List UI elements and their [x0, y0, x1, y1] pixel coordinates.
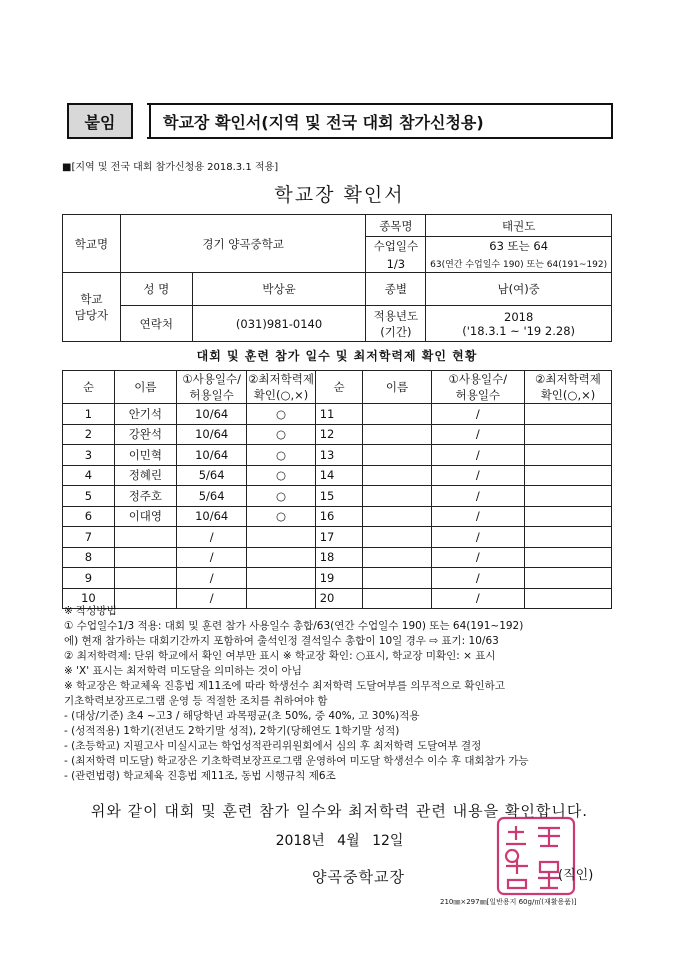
contact-label: 연락처 — [120, 306, 192, 342]
table-row — [63, 486, 612, 507]
row-no: 2 — [63, 424, 115, 445]
col-no-2: 순 — [315, 371, 363, 404]
row-name: 정주호 — [114, 486, 176, 507]
table-row — [63, 568, 612, 589]
table-row — [63, 547, 612, 568]
row-check — [524, 527, 611, 548]
row-name: 이대영 — [114, 506, 176, 527]
row-no: 20 — [315, 588, 363, 609]
row-no: 13 — [315, 445, 363, 466]
row-check — [247, 568, 315, 589]
row-days: / — [431, 547, 524, 568]
staff-label — [63, 273, 121, 342]
col-days-2 — [431, 371, 524, 404]
row-name: 안기석 — [114, 404, 176, 425]
participation-table — [62, 370, 612, 609]
col-no: 순 — [63, 371, 115, 404]
row-days: 10/64 — [176, 506, 246, 527]
row-days: 10/64 — [176, 424, 246, 445]
row-days: / — [176, 527, 246, 548]
row-check — [524, 424, 611, 445]
note-line: - (초등학교) 지필고사 미실시교는 학업성적관리위원회에서 심의 후 최저학력 도달여부 결정 — [64, 740, 482, 752]
staff-label-line1: 학교 — [80, 292, 103, 306]
note-line: ※ 작성방법 — [64, 605, 117, 617]
row-check — [524, 568, 611, 589]
row-check — [247, 527, 315, 548]
row-name — [363, 486, 431, 507]
row-days: 5/64 — [176, 486, 246, 507]
row-no: 11 — [315, 404, 363, 425]
attachment-title: 학교장 확인서(지역 및 전국 대회 참가신청용) — [149, 105, 611, 137]
gender-value: 남(여)중 — [426, 273, 612, 306]
note-line: - (최저학력 미도달) 학교장은 기초학력보장프로그램 운영하여 미도달 학생선수 이수 후 대회참가 가능 — [64, 755, 529, 767]
school-seal-icon — [494, 814, 578, 898]
row-name — [363, 424, 431, 445]
row-name — [363, 527, 431, 548]
note-line: ② 최저학력제: 단위 학교에서 확인 여부만 표시 ※ 학교장 확인: ○표시, 학교장 미확인: × 표시 — [64, 650, 496, 662]
row-name — [363, 568, 431, 589]
row-no: 4 — [63, 465, 115, 486]
attachment-tag: 붙임 — [69, 105, 133, 137]
col-min-2-line2: 확인(○,×) — [540, 388, 596, 402]
name-label: 성 명 — [120, 273, 192, 306]
row-check: ○ — [247, 424, 315, 445]
year-label — [366, 306, 426, 342]
table-row — [63, 465, 612, 486]
contact-value: (031)981-0140 — [192, 306, 366, 342]
row-name — [363, 445, 431, 466]
year-value: 2018 — [504, 309, 534, 324]
row-check: ○ — [247, 404, 315, 425]
col-min-2-line1: ②최저학력제 — [535, 372, 601, 386]
staff-label-line2: 담당자 — [74, 308, 109, 322]
info-table — [62, 214, 612, 342]
row-no: 19 — [315, 568, 363, 589]
table-row — [63, 506, 612, 527]
row-check — [524, 547, 611, 568]
year-cell — [426, 306, 612, 342]
row-check: ○ — [247, 445, 315, 466]
year-label-line1: 적용년도 — [373, 308, 419, 323]
note-line: ① 수업일수1/3 적용: 대회 및 훈련 참가 사용일수 총합/63(연간 수업일수 190) 또는 64(191~192) — [64, 620, 524, 632]
col-min-line1: ②최저학력제 — [248, 372, 314, 386]
row-name: 이민혁 — [114, 445, 176, 466]
row-days: / — [431, 445, 524, 466]
days-detail: 63(연간 수업일수 190) 또는 64(191~192) — [426, 256, 612, 273]
notes — [64, 604, 624, 784]
gender-label: 종별 — [366, 273, 426, 306]
school-name: 경기 양곡중학교 — [120, 215, 366, 273]
name-value: 박상윤 — [192, 273, 366, 306]
row-no: 17 — [315, 527, 363, 548]
school-label: 학교명 — [63, 215, 121, 273]
row-no: 9 — [63, 568, 115, 589]
row-days: / — [431, 568, 524, 589]
note-line: ※ 학교장은 학교체육 진흥법 제11조에 따라 학생선수 최저학력 도달여부를 의무적으로 확인하고 — [64, 680, 505, 692]
col-days-line2: 허용일수 — [189, 388, 234, 402]
col-name-2: 이름 — [363, 371, 431, 404]
row-check: ○ — [247, 465, 315, 486]
note-line: - (대상/기준) 초4 ~고3 / 해당학년 과목평균(초 50%, 중 40%, 고 30%)적용 — [64, 710, 420, 722]
days-label: 수업일수 — [366, 237, 426, 256]
year-period: ('18.3.1 ~ '19 2.28) — [462, 323, 575, 338]
row-days: / — [431, 506, 524, 527]
row-days: / — [431, 486, 524, 507]
row-check — [524, 404, 611, 425]
row-days: / — [431, 588, 524, 609]
col-min-2 — [524, 371, 611, 404]
note-line: - (성적적용) 1학기(전년도 2학기말 성적), 2학기(당해연도 1학기말 성적) — [64, 725, 400, 737]
row-check — [524, 506, 611, 527]
row-check — [524, 465, 611, 486]
row-name — [114, 547, 176, 568]
row-no: 16 — [315, 506, 363, 527]
row-name — [363, 404, 431, 425]
row-no: 5 — [63, 486, 115, 507]
row-days: 5/64 — [176, 465, 246, 486]
row-name — [114, 568, 176, 589]
days-value: 63 또는 64 — [426, 237, 612, 256]
row-days: / — [431, 404, 524, 425]
row-name — [363, 506, 431, 527]
col-min — [247, 371, 315, 404]
year-label-line2: (기간) — [380, 324, 412, 339]
row-name: 정혜린 — [114, 465, 176, 486]
row-check: ○ — [247, 486, 315, 507]
col-days-2-line2: 허용일수 — [455, 388, 501, 402]
table-row — [63, 404, 612, 425]
days-fraction: 1/3 — [366, 256, 426, 273]
row-check — [524, 486, 611, 507]
top-note: ■[지역 및 전국 대회 참가신청용 2018.3.1 적용] — [62, 162, 279, 173]
date: 2018년 4월 12일 — [275, 833, 404, 849]
seal-label: (직인) — [558, 868, 594, 883]
row-no: 7 — [63, 527, 115, 548]
col-days — [176, 371, 246, 404]
note-line: ※ 'X' 표시는 최저학력 미도달을 의미하는 것이 아님 — [64, 665, 302, 677]
row-days: 10/64 — [176, 404, 246, 425]
principal-signature: 양곡중학교장 — [312, 868, 405, 886]
document-title: 학교장 확인서 — [274, 184, 405, 206]
row-no: 15 — [315, 486, 363, 507]
col-days-2-line1: ①사용일수/ — [448, 372, 508, 386]
table-row — [63, 527, 612, 548]
row-check — [247, 547, 315, 568]
row-days: / — [431, 465, 524, 486]
row-no: 10 — [63, 588, 115, 609]
row-days: 10/64 — [176, 445, 246, 466]
event-value: 태권도 — [426, 215, 612, 237]
col-name: 이름 — [114, 371, 176, 404]
row-no: 14 — [315, 465, 363, 486]
row-days: / — [176, 547, 246, 568]
col-days-line1: ①사용일수/ — [182, 372, 241, 386]
row-days: / — [431, 424, 524, 445]
row-no: 12 — [315, 424, 363, 445]
row-no: 8 — [63, 547, 115, 568]
row-name: 강완석 — [114, 424, 176, 445]
row-no: 1 — [63, 404, 115, 425]
table-row — [63, 424, 612, 445]
attachment-header — [67, 103, 613, 139]
row-name — [363, 465, 431, 486]
row-days: / — [176, 568, 246, 589]
row-days: / — [431, 527, 524, 548]
confirm-text: 위와 같이 대회 및 훈련 참가 일수와 최저학력 관련 내용을 확인합니다. — [90, 802, 589, 820]
row-name — [363, 547, 431, 568]
col-min-line2: 확인(○,×) — [253, 388, 309, 402]
table-row — [63, 445, 612, 466]
row-check — [524, 445, 611, 466]
row-days: / — [176, 588, 246, 609]
row-name — [114, 527, 176, 548]
note-line: - (관련법령) 학교체육 진흥법 제11조, 동법 시행규칙 제6조 — [64, 770, 336, 782]
row-no: 18 — [315, 547, 363, 568]
note-line: 기초학력보장프로그램 운영 등 적절한 조치를 취하여야 함 — [64, 695, 328, 707]
row-no: 6 — [63, 506, 115, 527]
row-check: ○ — [247, 506, 315, 527]
section-title: 대회 및 훈련 참가 일수 및 최저학력제 확인 현황 — [196, 349, 478, 363]
paper-spec: 210㎜×297㎜[일반용지 60g/㎡(재활용품)] — [440, 898, 577, 906]
note-line: 에) 현재 참가하는 대회기간까지 포함하여 출석인정 결석일수 총합이 10일 경우 ⇨ 표기: 10/63 — [64, 635, 499, 647]
row-no: 3 — [63, 445, 115, 466]
event-label: 종목명 — [366, 215, 426, 237]
